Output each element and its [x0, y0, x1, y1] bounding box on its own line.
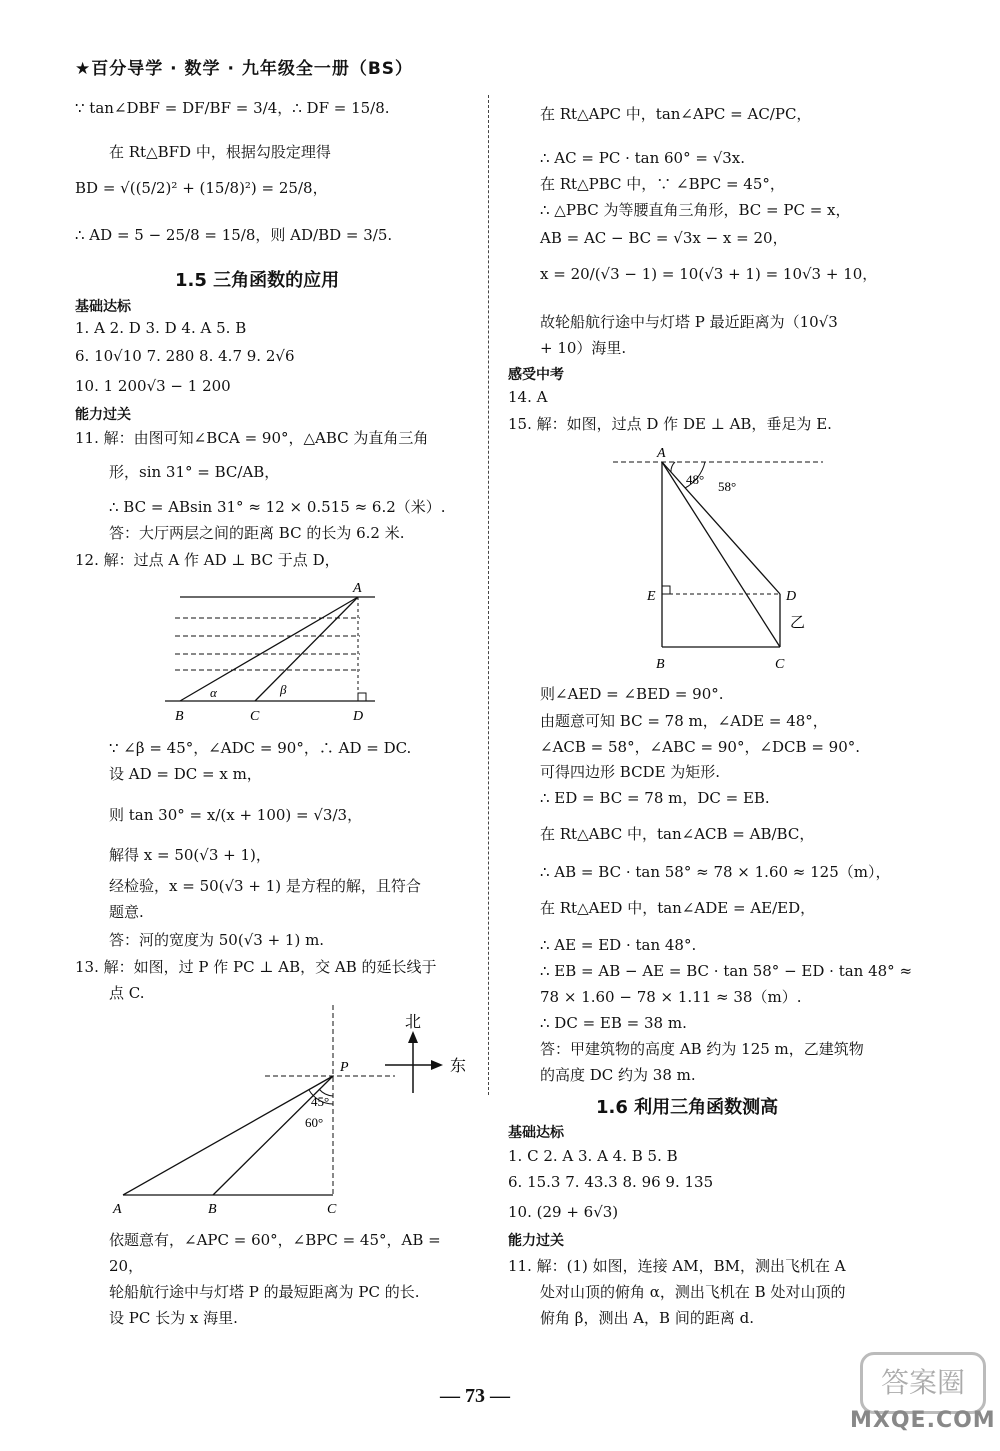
text-line: 经检验，x = 50(√3 + 1) 是方程的解，且符合 — [109, 877, 421, 895]
text-line: AB = AC − BC = √3x − x = 20， — [540, 229, 788, 247]
text-line: ∠ACB = 58°，∠ABC = 90°，∠DCB = 90°. — [540, 738, 861, 756]
text-line: 20， — [109, 1257, 144, 1275]
section-title: 1.5 三角函数的应用 — [175, 270, 340, 291]
page-number: — 73 — — [440, 1385, 510, 1407]
text-line: 11. 解：由图可知∠BCA = 90°，△ABC 为直角三角 — [75, 429, 429, 447]
label-58: 58° — [718, 479, 737, 494]
answer-line: 6. 10√10 7. 280 8. 4.7 9. 2√6 — [75, 347, 295, 365]
sub-heading: 感受中考 — [508, 367, 564, 383]
text-line: 故轮船航行途中与灯塔 P 最近距离为（10√3 — [540, 313, 838, 331]
column-divider — [488, 95, 489, 1095]
answer-line: 1. A 2. D 3. D 4. A 5. B — [75, 319, 247, 337]
label-alpha: α — [210, 685, 217, 700]
text-line: 13. 解：如图，过 P 作 PC ⊥ AB，交 AB 的延长线于 — [75, 958, 437, 976]
label-A: A — [113, 1202, 122, 1217]
answer-line: 1. C 2. A 3. A 4. B 5. B — [508, 1147, 678, 1165]
page-header: ★百分导学 · 数学 · 九年级全一册（BS） — [75, 59, 414, 79]
answer-line: 6. 15.3 7. 43.3 8. 96 9. 135 — [508, 1173, 714, 1191]
text-line: 由题意可知 BC = 78 m，∠ADE = 48°， — [540, 712, 828, 730]
text-line: 轮船航行途中与灯塔 P 的最短距离为 PC 的长. — [109, 1283, 420, 1301]
figure-15 — [605, 442, 835, 677]
text-line: 设 AD = DC = x m， — [109, 765, 262, 783]
text-line: ∵ tan∠DBF = DF/BF = 3/4，∴ DF = 15/8. — [75, 99, 390, 117]
watermark-site: MXQE.COM — [850, 1408, 996, 1433]
sub-heading: 基础达标 — [508, 1125, 564, 1141]
text-line: 78 × 1.60 − 78 × 1.11 ≈ 38（m）. — [540, 988, 802, 1006]
text-line: 在 Rt△APC 中，tan∠APC = AC/PC， — [540, 105, 812, 123]
label-north: 北 — [405, 1014, 422, 1031]
text-line: 在 Rt△BFD 中，根据勾股定理得 — [109, 143, 331, 161]
sub-heading: 基础达标 — [75, 299, 131, 315]
text-line: 处对山顶的俯角 α，测出飞机在 B 处对山顶的 — [540, 1283, 846, 1301]
text-line: ∴ AC = PC · tan 60° = √3x. — [540, 149, 746, 167]
text-line: 12. 解：过点 A 作 AD ⊥ BC 于点 D， — [75, 551, 340, 569]
label-D: D — [353, 709, 364, 724]
text-line: 点 C. — [109, 984, 145, 1002]
text-line: 15. 解：如图，过点 D 作 DE ⊥ AB，垂足为 E. — [508, 415, 832, 433]
text-line: ∴ AD = 5 − 25/8 = 15/8，则 AD/BD = 3/5. — [75, 226, 393, 244]
text-line: 在 Rt△AED 中，tan∠ADE = AE/ED， — [540, 899, 816, 917]
label-A: A — [657, 446, 666, 461]
answer-line: 10. (29 + 6√3) — [508, 1203, 619, 1221]
text-line: 题意. — [109, 903, 144, 921]
answer-line: 14. A — [508, 388, 548, 406]
text-line: 俯角 β，测出 A，B 间的距离 d. — [540, 1309, 754, 1327]
text-line: x = 20/(√3 − 1) = 10(√3 + 1) = 10√3 + 10， — [540, 265, 878, 283]
label-P: P — [340, 1060, 349, 1075]
text-line: 解得 x = 50(√3 + 1)， — [109, 846, 271, 864]
label-48: 48° — [686, 472, 705, 487]
text-line: ∴ AE = ED · tan 48°. — [540, 936, 697, 954]
text-line: 设 PC 长为 x 海里. — [109, 1309, 238, 1327]
text-line: 在 Rt△ABC 中，tan∠ACB = AB/BC， — [540, 825, 815, 843]
answer-line: 10. 1 200√3 − 1 200 — [75, 377, 231, 395]
text-line: ∵ ∠β = 45°，∠ADC = 90°，∴ AD = DC. — [109, 739, 412, 757]
text-line: ∴ EB = AB − AE = BC · tan 58° − ED · tan 48° ≈ — [540, 962, 913, 980]
label-beta: β — [280, 682, 287, 697]
text-line: 答：甲建筑物的高度 AB 约为 125 m，乙建筑物 — [540, 1040, 864, 1058]
text-line: 在 Rt△PBC 中，∵ ∠BPC = 45°， — [540, 175, 785, 193]
text-line: 11. 解：(1) 如图，连接 AM，BM，测出飞机在 A — [508, 1257, 846, 1275]
label-yi: 乙 — [790, 615, 806, 631]
text-line: ∴ BC = ABsin 31° ≈ 12 × 0.515 ≈ 6.2（米）. — [109, 498, 446, 516]
text-line: BD = √((5/2)² + (15/8)²) = 25/8， — [75, 179, 328, 197]
text-line: 则 tan 30° = x/(x + 100) = √3/3， — [109, 806, 363, 824]
text-line: 答：大厅两层之间的距离 BC 的长为 6.2 米. — [109, 524, 405, 542]
label-C: C — [775, 657, 785, 672]
figure-13 — [105, 1005, 480, 1220]
label-E: E — [647, 589, 656, 604]
label-C: C — [327, 1202, 337, 1217]
figure-12 — [155, 580, 385, 725]
label-A: A — [353, 581, 362, 596]
text-line: + 10）海里. — [540, 339, 627, 357]
label-B: B — [175, 709, 184, 724]
label-east: 东 — [450, 1058, 467, 1075]
label-B: B — [208, 1202, 217, 1217]
text-line: 依题意有，∠APC = 60°，∠BPC = 45°，AB = — [109, 1231, 441, 1249]
text-line: 形，sin 31° = BC/AB， — [109, 463, 280, 481]
text-line: ∴ AB = BC · tan 58° ≈ 78 × 1.60 ≈ 125（m）， — [540, 863, 891, 881]
text-line: 可得四边形 BCDE 为矩形. — [540, 763, 721, 781]
label-45: 45° — [311, 1094, 330, 1109]
label-B: B — [656, 657, 665, 672]
text-line: ∴ △PBC 为等腰直角三角形，BC = PC = x， — [540, 201, 851, 219]
text-line: 答：河的宽度为 50(√3 + 1) m. — [109, 931, 325, 949]
section-title: 1.6 利用三角函数测高 — [596, 1097, 779, 1118]
text-line: 则∠AED = ∠BED = 90°. — [540, 685, 724, 703]
label-C: C — [250, 709, 260, 724]
sub-heading: 能力过关 — [75, 407, 131, 423]
watermark-stamp: 答案圈 — [860, 1352, 986, 1414]
text-line: 的高度 DC 约为 38 m. — [540, 1066, 696, 1084]
label-60: 60° — [305, 1115, 324, 1130]
sub-heading: 能力过关 — [508, 1233, 564, 1249]
label-D: D — [786, 589, 797, 604]
text-line: ∴ ED = BC = 78 m，DC = EB. — [540, 789, 770, 807]
text-line: ∴ DC = EB = 38 m. — [540, 1014, 687, 1032]
